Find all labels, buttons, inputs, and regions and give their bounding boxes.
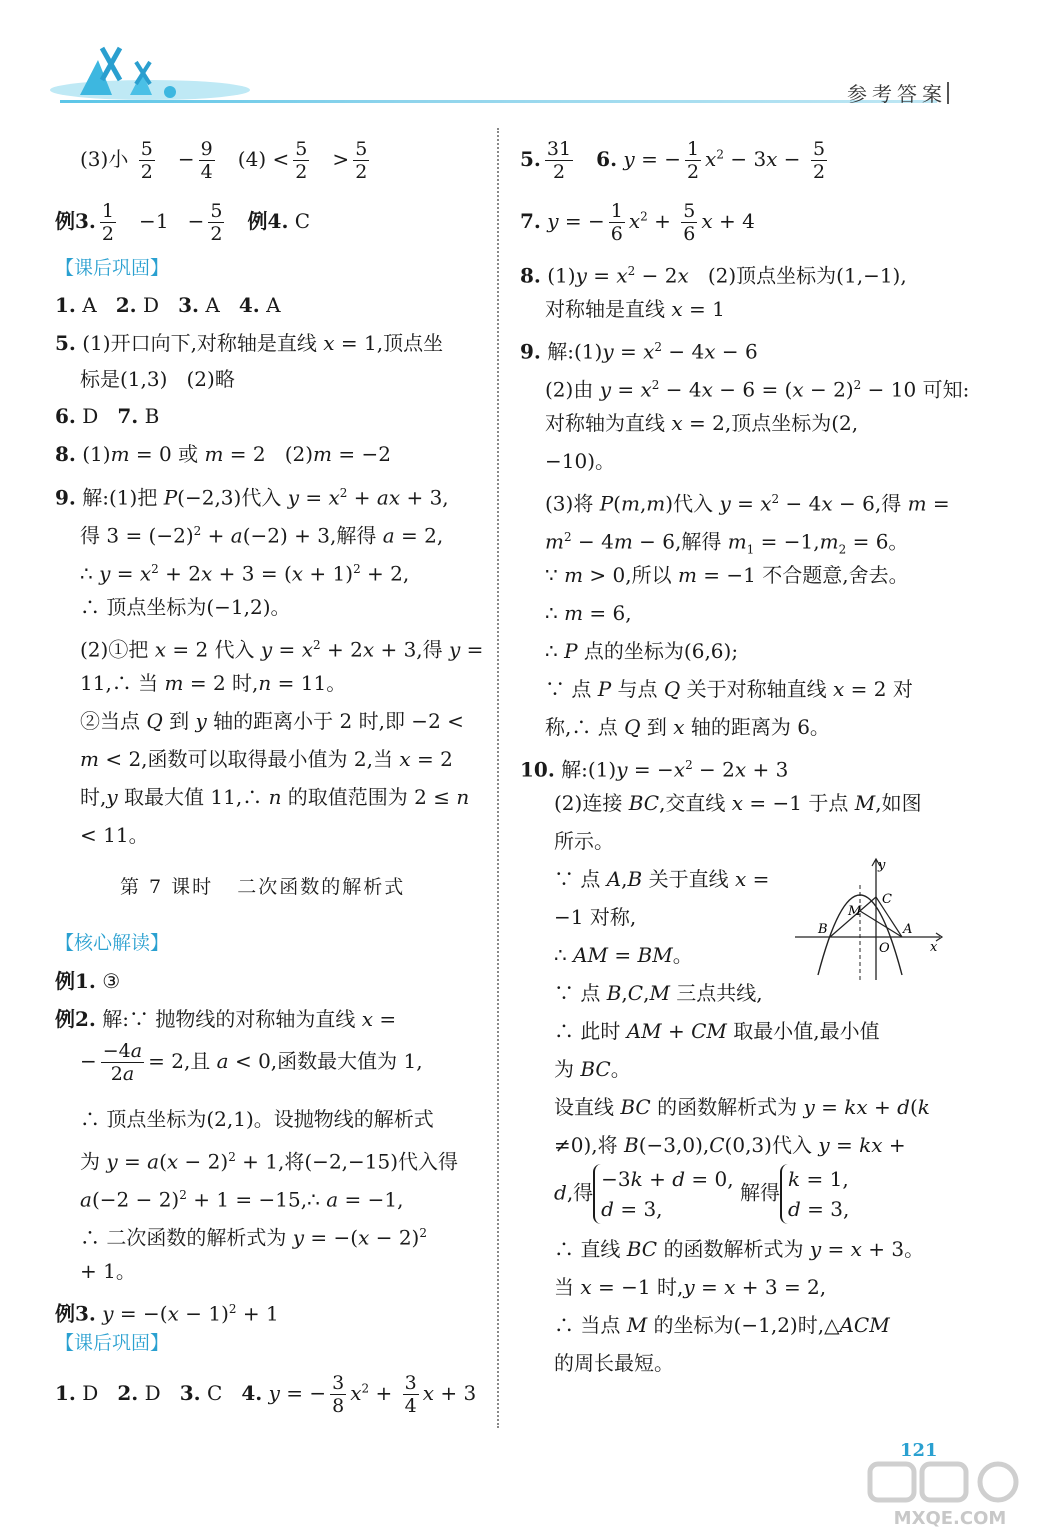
answer-line: ∴ 二次函数的解析式为 $y = -(x - 2)^2$	[80, 1225, 427, 1250]
header-decoration-icon	[40, 40, 280, 104]
answer-line: $m^2 - 4m - 6$,解得 $m_1 = -1,m_2 = 6$。	[545, 529, 909, 557]
answer-line: ∴ 直线 BC 的函数解析式为 y = x + 3。	[554, 1237, 925, 1261]
answer-line: 所示。	[554, 829, 614, 853]
graph-label: C	[882, 892, 892, 907]
answer-line: 10. 解:(1)y = $-x^2 - 2x + 3$	[520, 757, 789, 782]
answer-line: 时,y 取最大值 11,∴ n 的取值范围为 2 ≤ n	[80, 785, 470, 809]
graph-label: x	[930, 940, 938, 955]
answer-line: 1. A 2. D 3. A 4. A	[55, 293, 281, 317]
answer-line: 例2. 解:∵ 抛物线的对称轴为直线 x =	[55, 1007, 397, 1031]
watermark-text: MXQE.COM	[893, 1508, 1007, 1529]
answer-line: (2)①把 x = 2 代入 $y = x^2 + 2x + 3$,得 y =	[80, 637, 484, 662]
answer-line: ∴ m = 6,	[545, 601, 632, 625]
answer-line: − $\frac{-4a}{2a}$ = 2,且 a < 0,函数最大值为 1,	[80, 1040, 423, 1085]
graph-label: B	[818, 922, 828, 937]
answer-line: 例1. ③	[55, 969, 121, 993]
answer-line: 为 $y = a(x - 2)^2 + 1$,将(−2,−15)代入得	[80, 1149, 459, 1174]
answer-line: ∴ P 点的坐标为(6,6);	[545, 639, 739, 663]
answer-line: −10)。	[545, 449, 616, 473]
section-heading: 【课后巩固】	[55, 257, 170, 279]
answer-line: m < 2,函数可以取得最小值为 2,当 x = 2	[80, 747, 453, 771]
answer-line: ≠0),将 B(−3,0),C(0,3)代入 y = kx +	[554, 1133, 906, 1157]
answer-line: 11,∴ 当 m = 2 时,n = 11。	[80, 671, 347, 695]
answer-line: ∴ AM = BM。	[554, 943, 693, 967]
header-tick	[947, 82, 949, 104]
graph-label: A	[903, 922, 913, 937]
section-heading: 【课后巩固】	[55, 1332, 170, 1354]
answer-line: 得 $3 = (-2)^2 + a(-2) + 3$,解得 a = 2,	[80, 523, 444, 548]
answer-line: < 11。	[80, 823, 149, 847]
answer-line: 的周长最短。	[554, 1351, 674, 1375]
answer-line: ②当点 Q 到 y 轴的距离小于 2 时,即 −2 <	[80, 709, 464, 733]
answer-line: (3)将 P(m,m)代入 $y = x^2 - 4x - 6$,得 m =	[545, 491, 950, 516]
answer-line: 标是(1,3) (2)略	[80, 367, 235, 391]
answer-line: 对称轴是直线 x = 1	[545, 297, 725, 321]
answer-line: ∴ 顶点坐标为(−1,2)。	[80, 595, 291, 619]
answer-line: d,得−3k + d = 0, d = 3, 解得k = 1, d = 3,	[554, 1164, 849, 1224]
answer-line: ∴ $y = x^2 + 2x + 3 = (x + 1)^2 + 2$,	[80, 561, 410, 586]
answer-line: ∴ 顶点坐标为(2,1)。设抛物线的解析式	[80, 1107, 434, 1131]
answer-line: ∴ 此时 AM + CM 取最小值,最小值	[554, 1019, 880, 1043]
answer-line: ∵ 点 P 与点 Q 关于对称轴直线 x = 2 对	[545, 677, 913, 701]
graph-label: y	[878, 858, 886, 873]
answer-line: 为 BC。	[554, 1057, 631, 1081]
answer-line: 5. $\frac{31}{2}$ 6. y = − $\frac{1}{2}$ $x^2 - 3x$ − $\frac{5}{2}$	[520, 138, 826, 183]
answer-line: 8. $(1)y = x^2 - 2x$ (2)顶点坐标为(1,−1),	[520, 263, 907, 288]
header-rule	[60, 100, 937, 103]
answer-line: −1 对称,	[554, 905, 637, 929]
graph-label: O	[879, 941, 890, 956]
answer-line: 称,∴ 点 Q 到 x 轴的距离为 6。	[545, 715, 830, 739]
answer-line: 例3. $y = -(x - 1)^2 + 1$	[55, 1301, 279, 1326]
answer-line: (2)连接 BC,交直线 x = −1 于点 M,如图	[554, 791, 922, 815]
answer-line: 9. 解:(1)y = $x^2 - 4x - 6$	[520, 339, 758, 364]
section-heading: 【核心解读】	[55, 932, 170, 954]
answer-line: ∴ 当点 M 的坐标为(−1,2)时,△ACM	[554, 1313, 890, 1337]
graph-label: M	[848, 904, 862, 919]
answer-line: 7. y = − $\frac{1}{6}$ $x^2$ + $\frac{5}{6}$ x + 4	[520, 200, 755, 245]
answer-line: (2)由 $y = x^2 - 4x - 6 = (x - 2)^2 - 10$ 可知:	[545, 377, 970, 402]
answer-line: ∵ 点 B,C,M 三点共线,	[554, 981, 763, 1005]
watermark-logo-icon	[860, 1460, 1040, 1530]
column-divider	[497, 128, 499, 1428]
answer-line: 5. (1)开口向下,对称轴是直线 x = 1,顶点坐	[55, 331, 444, 355]
answer-line: 当 x = −1 时,y = x + 3 = 2,	[554, 1275, 827, 1299]
answer-line: 6. D 7. B	[55, 404, 160, 428]
page-number: 121	[900, 1440, 938, 1461]
parabola-figure	[790, 855, 950, 985]
answer-line: 例3. $\frac{1}{2}$ −1 − $\frac{5}{2}$ 例4. C	[55, 200, 311, 245]
header-title: 参考答案	[847, 82, 947, 106]
answer-line: ∵ 点 A,B 关于直线 x =	[554, 867, 770, 891]
answer-line: 9. 解:(1)把 P(−2,3)代入 $y = x^2$ + ax + 3,	[55, 485, 449, 510]
lesson-title: 第 7 课时 二次函数的解析式	[120, 876, 406, 898]
answer-line: 1. D 2. D 3. C 4. y = − $\frac{3}{8}$ $x^2$ + $\frac{3}{4}$ x + 3	[55, 1372, 477, 1417]
answer-line: 8. (1)m = 0 或 m = 2 (2)m = −2	[55, 442, 391, 466]
answer-line: (3)小 $\frac{5}{2}$ − $\frac{9}{4}$ (4) < $\frac{5}{2}$ > $\frac{5}{2}$	[80, 138, 368, 183]
answer-line: $a(-2 - 2)^2 + 1$ = −15,∴ a = −1,	[80, 1187, 404, 1212]
answer-line: 设直线 BC 的函数解析式为 y = kx + d(k	[554, 1095, 930, 1119]
answer-line: 对称轴为直线 x = 2,顶点坐标为(2,	[545, 411, 859, 435]
answer-line: + 1。	[80, 1259, 136, 1283]
answer-line: ∵ m > 0,所以 m = −1 不合题意,舍去。	[545, 563, 909, 587]
